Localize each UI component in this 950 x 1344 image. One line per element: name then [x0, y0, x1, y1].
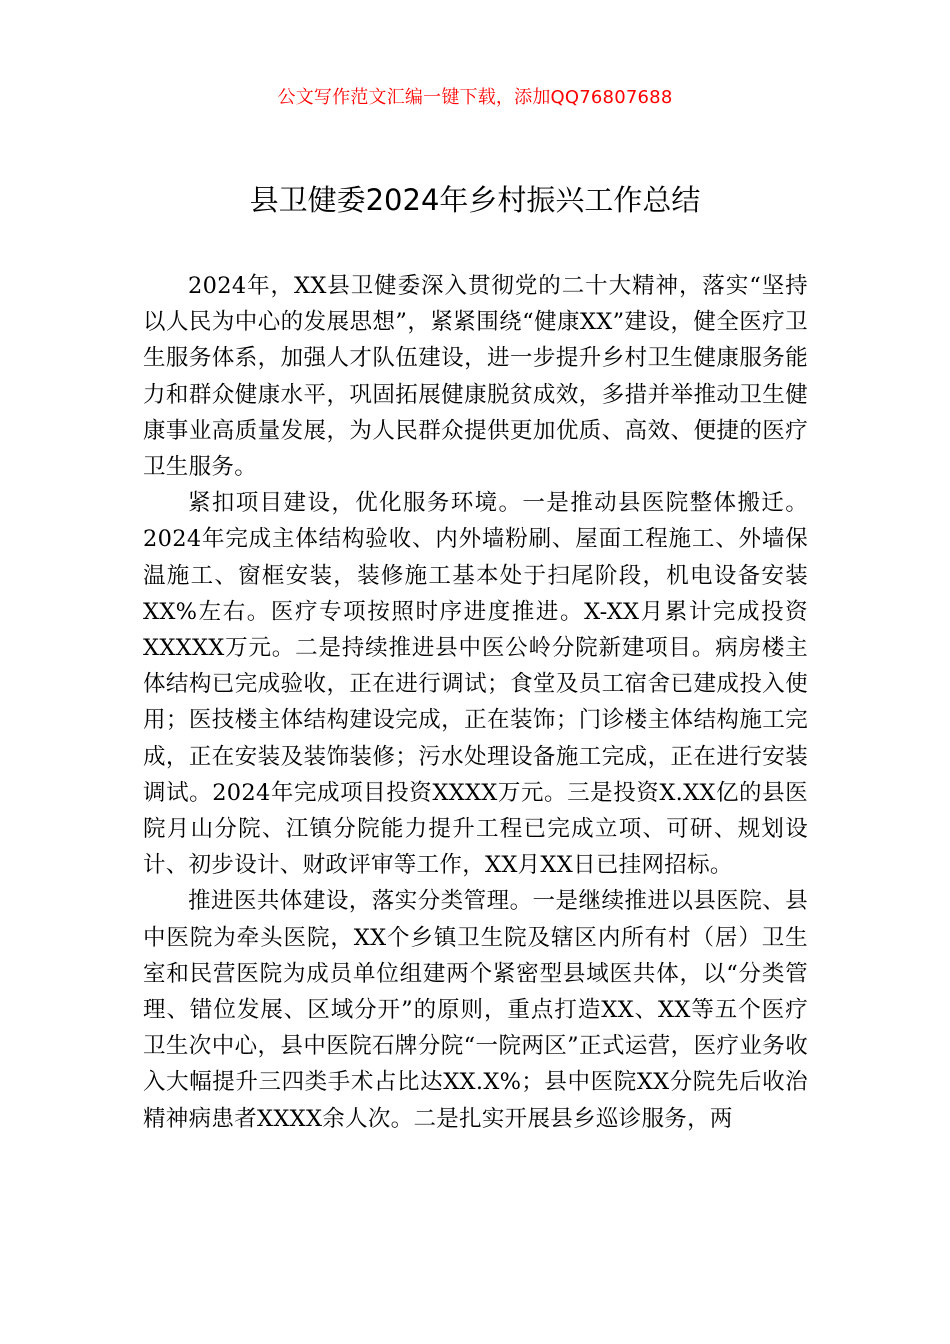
document-title: 县卫健委2024年乡村振兴工作总结	[249, 183, 701, 217]
paragraph-medical-community: 推进医共体建设，落实分类管理。一是继续推进以县医院、县中医院为牵头医院，XX个乡镇卫生院及辖区内所有村（居）卫生室和民营医院为成员单位组建两个紧密型县域医共体，以“分类管理、错位发展、区域分开”的原则，重点打造XX、XX等五个医疗卫生次中心，县中医院石牌分院“一院两区”正式运营，医疗业务收入大幅提升三四类手术占比达XX.X%；县中医院XX分院先后收治精神病患者XXXX余人次。二是扎实开展县乡巡诊服务，两	[143, 888, 808, 1132]
paragraph-projects: 紧扣项目建设，优化服务环境。一是推动县医院整体搬迁。2024年完成主体结构验收、内外墙粉刷、屋面工程施工、外墙保温施工、窗框安装，装修施工基本处于扫尾阶段，机电设备安装XX%左右。医疗专项按照时序进度推进。X-XX月累计完成投资XXXXX万元。二是持续推进县中医公岭分院新建项目。病房楼主体结构已完成验收，正在进行调试；食堂及员工宿舍已建成投入使用；医技楼主体结构建设完成，正在装饰；门诊楼主体结构施工完成，正在安装及装饰装修；污水处理设备施工完成，正在进行安装调试。2024年完成项目投资XXXX万元。三是投资X.XX亿的县医院月山分院、江镇分院能力提升工程已完成立项、可研、规划设计、初步设计、财政评审等工作，XX月XX日已挂网招标。	[143, 490, 808, 879]
download-watermark: 公文写作范文汇编一键下载，添加QQ76807688	[277, 87, 673, 108]
paragraph-intro: 2024年，XX县卫健委深入贯彻党的二十大精神，落实“坚持以人民为中心的发展思想”，紧紧围绕“健康XX”建设，健全医疗卫生服务体系，加强人才队伍建设，进一步提升乡村卫生健康服务能力和群众健康水平，巩固拓展健康脱贫成效，多措并举推动卫生健康事业高质量发展，为人民群众提供更加优质、高效、便捷的医疗卫生服务。	[143, 273, 808, 481]
document-body	[143, 268, 808, 1137]
